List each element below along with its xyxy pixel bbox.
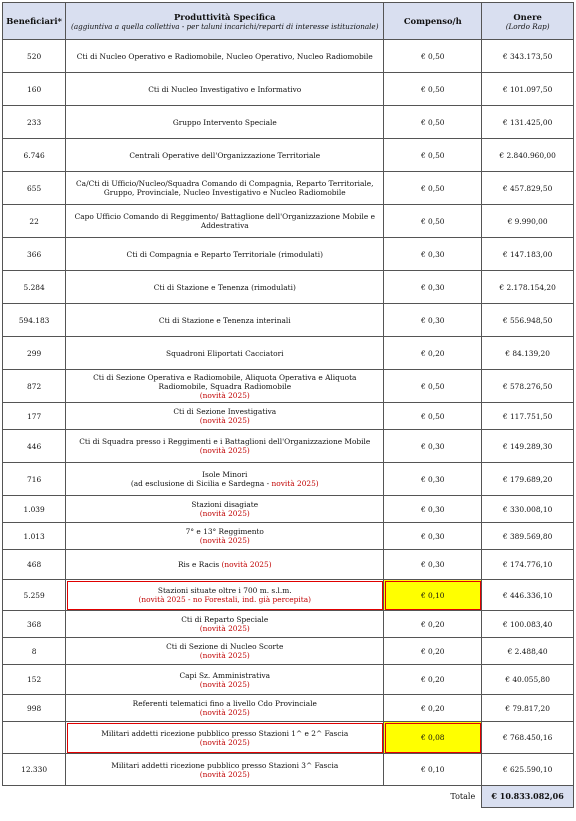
cell-compenso: € 0,30 (384, 238, 482, 271)
cell-descrizione-text: Cti di Reparto Speciale (181, 615, 269, 624)
table-row (3, 611, 574, 638)
cell-beneficiari: 12.330 (3, 754, 66, 786)
cell-compenso: € 0,50 (384, 172, 482, 205)
total-spacer (66, 786, 384, 808)
cell-compenso: € 0,20 (384, 337, 482, 370)
cell-descrizione-text: Ca/Cti di Ufficio/Nucleo/Squadra Comando di Compagnia, Reparto Territoriale, Gruppo, Provinciale, Nucleo Investigativo e Nucleo Radiomobile (76, 179, 374, 197)
cell-compenso: € 0,30 (384, 304, 482, 337)
cell-beneficiari: 6.746 (3, 139, 66, 172)
cell-descrizione (66, 722, 384, 754)
cell-descrizione-text: Stazioni situate oltre i 700 m. s.l.m. (157, 586, 292, 595)
produttivita-table (2, 2, 574, 808)
table-row (3, 463, 574, 496)
header-produttivita-title: Produttività Specifica (173, 11, 276, 22)
cell-onere: € 2.178.154,20 (482, 271, 574, 304)
cell-descrizione (66, 271, 384, 304)
cell-descrizione (66, 106, 384, 139)
cell-novita-note: (novità 2025) (199, 509, 250, 518)
cell-descrizione-text: Centrali Operative dell'Organizzazione Territoriale (129, 150, 321, 160)
table-body (3, 40, 574, 786)
cell-compenso: € 0,20 (384, 638, 482, 665)
total-label: Totale (450, 792, 476, 802)
cell-beneficiari: 8 (3, 638, 66, 665)
table-row (3, 172, 574, 205)
cell-descrizione-text: Cti di Sezione di Nucleo Scorte (166, 642, 284, 651)
table-row (3, 580, 574, 611)
cell-descrizione (66, 370, 384, 403)
cell-compenso: € 0,30 (384, 496, 482, 523)
cell-beneficiari (3, 722, 66, 754)
cell-descrizione-text: Cti di Squadra presso i Reggimenti e i Battaglioni dell'Organizzazione Mobile (79, 437, 371, 446)
cell-beneficiari: 160 (3, 73, 66, 106)
cell-descrizione (66, 754, 384, 786)
cell-compenso: € 0,20 (384, 665, 482, 695)
cell-descrizione-text: Referenti telematici fino a livello Cdo Provinciale (132, 699, 317, 708)
cell-onere: € 84.139,20 (482, 337, 574, 370)
cell-descrizione (66, 638, 384, 665)
table-row (3, 205, 574, 238)
cell-novita-note: (novità 2025) (199, 536, 250, 545)
cell-novita-note: (novità 2025) (199, 446, 250, 455)
cell-compenso: € 0,30 (384, 271, 482, 304)
cell-onere: € 117.751,50 (482, 403, 574, 430)
cell-onere: € 79.817,20 (482, 695, 574, 722)
total-value: € 10.833.082,06 (482, 786, 574, 808)
cell-beneficiari: 998 (3, 695, 66, 722)
cell-beneficiari: 299 (3, 337, 66, 370)
cell-compenso: € 0,50 (384, 370, 482, 403)
cell-beneficiari: 446 (3, 430, 66, 463)
total-row (3, 786, 574, 808)
cell-onere: € 330.008,10 (482, 496, 574, 523)
cell-descrizione (66, 403, 384, 430)
cell-novita-note: (novità 2025) (199, 651, 250, 660)
cell-beneficiari: 1.039 (3, 496, 66, 523)
cell-descrizione-text: Isole Minori (202, 470, 248, 479)
table-row (3, 271, 574, 304)
cell-compenso: € 0,10 (384, 580, 482, 611)
cell-compenso: € 0,08 (384, 722, 482, 754)
header-onere (482, 3, 574, 40)
cell-onere: € 2.488,40 (482, 638, 574, 665)
cell-beneficiari: 655 (3, 172, 66, 205)
cell-onere: € 174.776,10 (482, 550, 574, 580)
cell-novita-note: novità 2025) (271, 479, 319, 488)
cell-onere: € 101.097,50 (482, 73, 574, 106)
cell-descrizione (66, 496, 384, 523)
cell-novita-note: (novità 2025) (199, 769, 250, 779)
cell-descrizione-text-2: (ad esclusione di Sicilia e Sardegna (130, 479, 265, 488)
cell-novita-note: (novità 2025) (199, 708, 250, 717)
cell-beneficiari: 1.013 (3, 523, 66, 550)
cell-beneficiari: 152 (3, 665, 66, 695)
header-produttivita-subtitle: (aggiuntiva a quella collettiva - per taluni incarichi/reparti di interesse istituzionale) (71, 21, 379, 31)
cell-compenso: € 0,20 (384, 695, 482, 722)
table-header-row (3, 3, 574, 40)
cell-beneficiari: 594.183 (3, 304, 66, 337)
cell-onere: € 149.289,30 (482, 430, 574, 463)
cell-onere: € 9.990,00 (482, 205, 574, 238)
cell-novita-note: (novità 2025) (199, 416, 250, 425)
cell-novita-note: (novità 2025) (199, 737, 250, 747)
cell-descrizione (66, 205, 384, 238)
cell-descrizione (66, 580, 384, 611)
cell-descrizione-text: Cti di Stazione e Tenenza (rimodulati) (153, 282, 296, 292)
cell-descrizione-text: Militari addetti ricezione pubblico presso Stazioni 1^ e 2^ Fascia (101, 728, 349, 738)
cell-descrizione-text: Cti di Compagnia e Reparto Territoriale (rimodulati) (126, 249, 323, 259)
cell-novita-note: (novità 2025 - no Forestali, ind. già percepita) (138, 595, 312, 604)
cell-novita-note: (novità 2025) (199, 679, 250, 689)
cell-descrizione (66, 172, 384, 205)
cell-descrizione-text: Stazioni disagiate (191, 500, 259, 509)
cell-novita-note: (novità 2025) (199, 390, 250, 400)
cell-beneficiari: 5.284 (3, 271, 66, 304)
cell-onere: € 389.569,80 (482, 523, 574, 550)
cell-novita-note: (novità 2025) (199, 624, 250, 633)
cell-beneficiari: 716 (3, 463, 66, 496)
cell-beneficiari: 233 (3, 106, 66, 139)
cell-onere: € 2.840.960,00 (482, 139, 574, 172)
cell-descrizione-text: Ris e Racis (177, 560, 220, 569)
cell-compenso: € 0,30 (384, 463, 482, 496)
cell-descrizione (66, 73, 384, 106)
cell-novita-note: (novità 2025) (221, 560, 272, 569)
table-row (3, 403, 574, 430)
cell-descrizione (66, 550, 384, 580)
cell-compenso: € 0,50 (384, 403, 482, 430)
cell-compenso: € 0,50 (384, 106, 482, 139)
cell-descrizione (66, 40, 384, 73)
cell-descrizione (66, 695, 384, 722)
cell-onere: € 100.083,40 (482, 611, 574, 638)
cell-compenso: € 0,20 (384, 611, 482, 638)
table-row (3, 73, 574, 106)
cell-descrizione-text: Capo Ufficio Comando di Reggimento/ Battaglione dell'Organizzazione Mobile e Addestrativa (74, 212, 375, 230)
cell-beneficiari: 177 (3, 403, 66, 430)
cell-onere: € 40.055,80 (482, 665, 574, 695)
cell-descrizione-text: Militari addetti ricezione pubblico presso Stazioni 3^ Fascia (111, 760, 339, 770)
cell-onere: € 446.336,10 (482, 580, 574, 611)
header-produttivita (66, 3, 384, 40)
cell-beneficiari: 872 (3, 370, 66, 403)
table-row (3, 337, 574, 370)
cell-compenso: € 0,30 (384, 523, 482, 550)
table-row (3, 665, 574, 695)
cell-descrizione (66, 523, 384, 550)
cell-onere: € 556.948,50 (482, 304, 574, 337)
cell-beneficiari: 520 (3, 40, 66, 73)
cell-descrizione-text: Cti di Sezione Operativa e Radiomobile, Aliquota Operativa e Aliquota Radiomobile, Squadra Radiomobile (93, 372, 357, 391)
cell-descrizione (66, 665, 384, 695)
table-row (3, 40, 574, 73)
table-row (3, 523, 574, 550)
header-onere-title: Onere (513, 11, 542, 22)
cell-descrizione-text: Cti di Stazione e Tenenza interinali (158, 315, 291, 325)
cell-beneficiari: 5.259 (3, 580, 66, 611)
cell-compenso: € 0,10 (384, 754, 482, 786)
cell-descrizione-text: Cti di Nucleo Operativo e Radiomobile, Nucleo Operativo, Nucleo Radiomobile (76, 51, 373, 61)
cell-onere: € 457.829,50 (482, 172, 574, 205)
cell-beneficiari: 468 (3, 550, 66, 580)
cell-descrizione (66, 238, 384, 271)
cell-compenso: € 0,50 (384, 40, 482, 73)
cell-descrizione-text: Capi Sz. Amministrativa (179, 670, 271, 680)
header-onere-subtitle: (Lordo Rap) (505, 21, 550, 31)
header-compenso: Compenso/h (384, 3, 482, 40)
table-row (3, 550, 574, 580)
cell-onere: € 131.425,00 (482, 106, 574, 139)
table-row (3, 304, 574, 337)
cell-beneficiari: 366 (3, 238, 66, 271)
cell-descrizione (66, 611, 384, 638)
table-row (3, 139, 574, 172)
total-spacer (3, 786, 66, 808)
table-row (3, 430, 574, 463)
table-row (3, 695, 574, 722)
table-row (3, 106, 574, 139)
table-row (3, 238, 574, 271)
cell-descrizione (66, 304, 384, 337)
cell-beneficiari: 22 (3, 205, 66, 238)
cell-descrizione-text: Gruppo Intervento Speciale (172, 117, 277, 127)
cell-onere: € 625.590,10 (482, 754, 574, 786)
cell-descrizione (66, 139, 384, 172)
cell-onere: € 147.183,00 (482, 238, 574, 271)
cell-descrizione-text: Cti di Nucleo Investigativo e Informativo (148, 84, 302, 94)
cell-beneficiari: 368 (3, 611, 66, 638)
cell-compenso: € 0,50 (384, 73, 482, 106)
cell-compenso: € 0,50 (384, 205, 482, 238)
cell-onere: € 578.276,50 (482, 370, 574, 403)
cell-descrizione-text: Cti di Sezione Investigativa (173, 407, 277, 416)
cell-onere: € 343.173,50 (482, 40, 574, 73)
cell-descrizione (66, 337, 384, 370)
cell-compenso: € 0,30 (384, 550, 482, 580)
table-row (3, 638, 574, 665)
header-beneficiari: Beneficiari* (3, 3, 66, 40)
cell-compenso: € 0,30 (384, 430, 482, 463)
cell-descrizione-text: Squadroni Eliportati Cacciatori (166, 348, 284, 358)
cell-onere: € 768.450,16 (482, 722, 574, 754)
cell-descrizione: Isole Minori (ad esclusione di Sicilia e Sardegna - novità 2025) (66, 463, 384, 496)
cell-onere: € 179.689,20 (482, 463, 574, 496)
table-row (3, 722, 574, 754)
table-row (3, 370, 574, 403)
cell-descrizione-text: 7° e 13° Reggimento (185, 527, 264, 536)
cell-compenso: € 0,50 (384, 139, 482, 172)
table-row (3, 754, 574, 786)
cell-descrizione (66, 430, 384, 463)
table-row (3, 496, 574, 523)
